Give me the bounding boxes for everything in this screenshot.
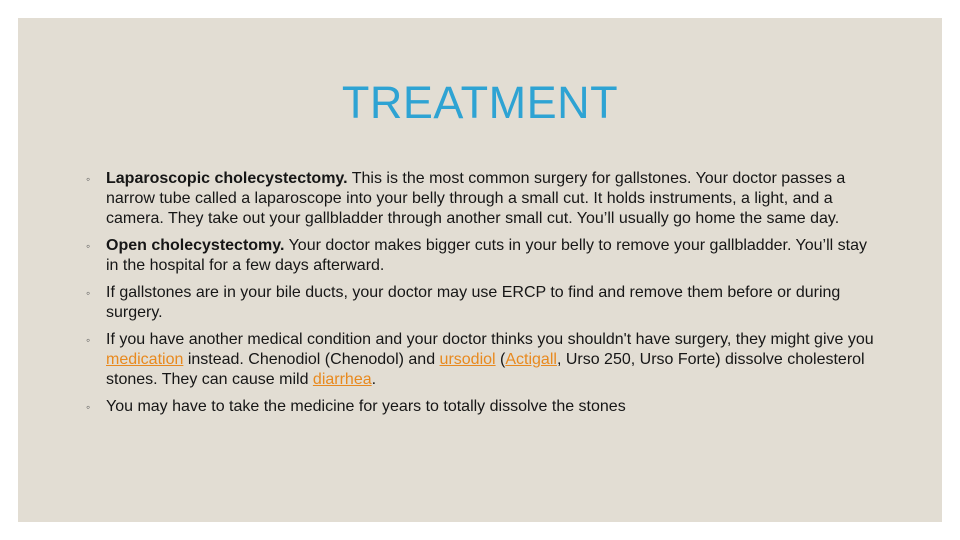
list-item	[86, 330, 876, 390]
item-text: , Urso 250, Urso Forte) dissolve cholesterol stones. They can cause mild	[106, 351, 865, 388]
bullet-icon: ◦	[86, 172, 91, 186]
diarrhea-link[interactable]: diarrhea	[312, 371, 372, 388]
list-item	[86, 169, 876, 229]
item-text: (	[495, 351, 506, 368]
list-item	[86, 236, 876, 276]
list-item	[86, 397, 876, 417]
bullet-icon: ◦	[86, 333, 91, 347]
item-text: Your doctor makes bigger cuts in your belly to remove your gallbladder. You’ll stay in the hospital for a few days afterward.	[106, 237, 867, 274]
item-text: .	[371, 371, 377, 388]
item-text: instead. Chenodiol (Chenodol) and	[183, 351, 440, 368]
treatment-list	[86, 169, 876, 424]
item-text: This is the most common surgery for gallstones. Your doctor passes a narrow tube called a laparoscope into your belly through a small cut. It holds instruments, a light, and a camera. They take out your gallbladder through another small cut. You’ll usually go home the same day.	[106, 170, 846, 227]
slide-title: TREATMENT	[341, 77, 619, 128]
list-item	[86, 283, 876, 323]
item-text: If gallstones are in your bile ducts, your doctor may use ERCP to find and remove them before or during surgery.	[106, 284, 841, 321]
item-text: If you have another medical condition and your doctor thinks you shouldn't have surgery, they might give you	[106, 331, 874, 348]
item-text: You may have to take the medicine for years to totally dissolve the stones	[106, 398, 626, 415]
bullet-icon: ◦	[86, 400, 91, 414]
item-lead: Laparoscopic cholecystectomy.	[106, 170, 348, 187]
bullet-icon: ◦	[86, 239, 91, 253]
ursodiol-link[interactable]: ursodiol	[439, 351, 496, 368]
medication-link[interactable]: medication	[106, 351, 184, 368]
actigall-link[interactable]: Actigall	[505, 351, 557, 368]
bullet-icon: ◦	[86, 286, 91, 300]
item-lead: Open cholecystectomy.	[106, 237, 285, 254]
